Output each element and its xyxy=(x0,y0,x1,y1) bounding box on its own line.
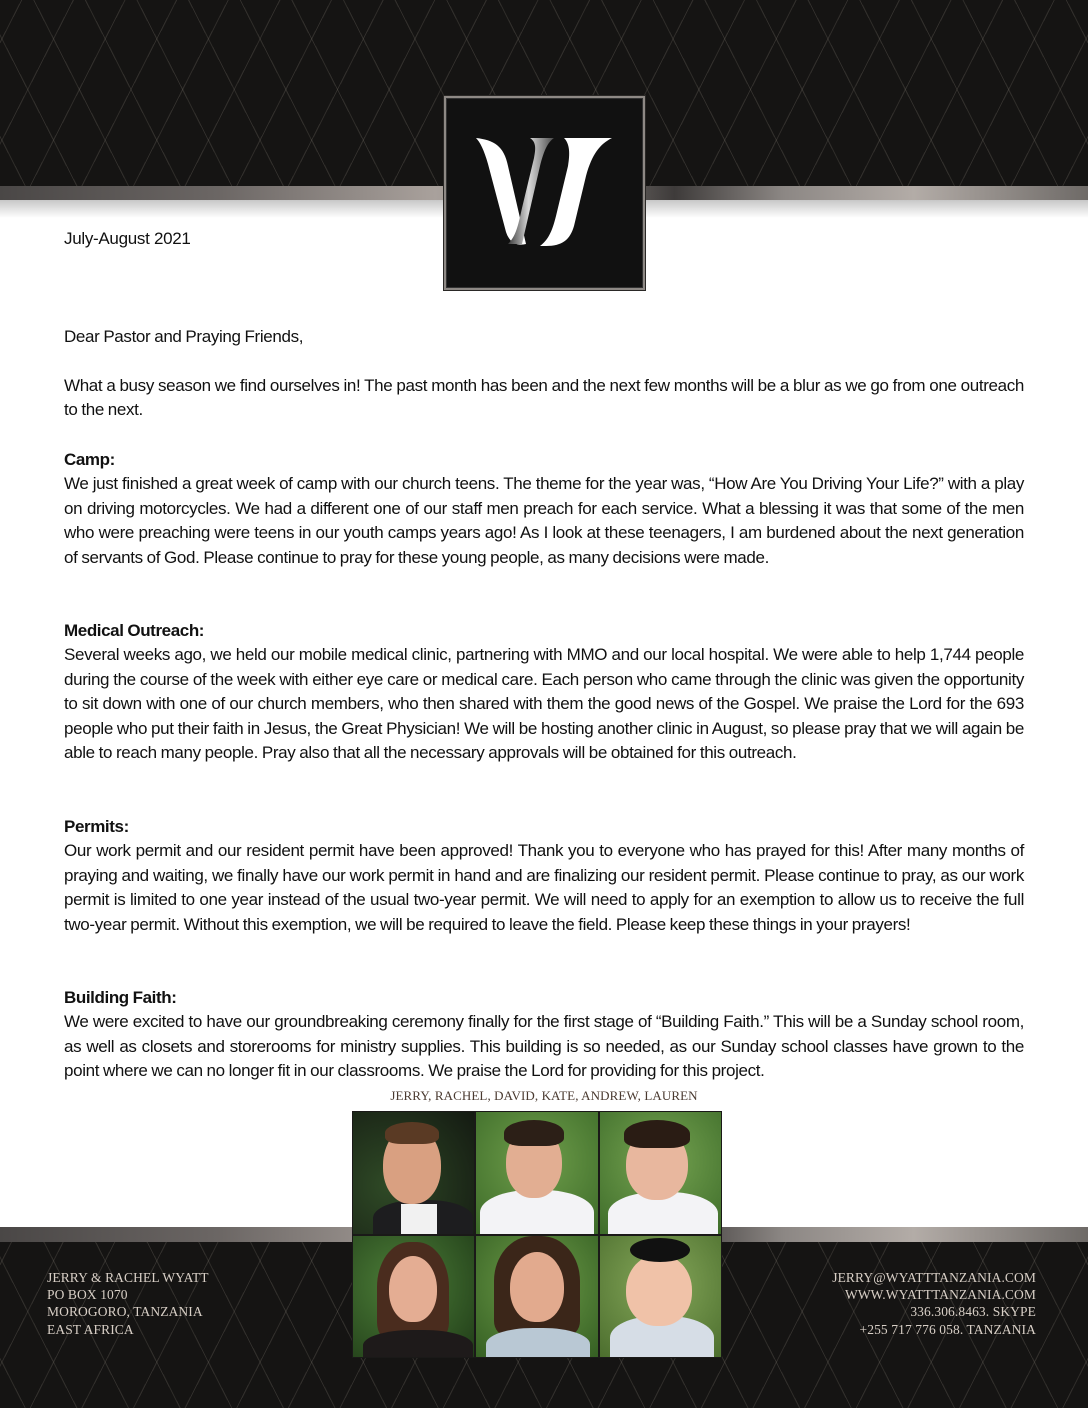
salutation-text: Dear Pastor and Praying Friends, xyxy=(64,327,304,346)
photo-jerry xyxy=(353,1112,474,1234)
footer-region: EAST AFRICA xyxy=(47,1321,134,1337)
footer-name: JERRY & RACHEL WYATT xyxy=(47,1270,209,1285)
section-body: We were excited to have our groundbreaking ceremony finally for the first stage of “Building Faith.” This will be a Sunday school room, as well as closets and storerooms for ministry supplies. This building is so needed, as our Sunday school classes have grown to the point where we can no longer fit in our classrooms. We praise the Lord for providing for this project. xyxy=(64,1012,1024,1081)
footer-address xyxy=(47,1269,209,1338)
section-building-faith xyxy=(64,986,1024,1084)
section-body: Several weeks ago, we held our mobile medical clinic, partnering with MMO and our local hospital. We were able to help 1,744 people during the course of the week with either eye care or medical care. Each person who came through the clinic was given the opportunity to sit down with one of our church members, who then shared with them the good news of the Gospel. We praise the Lord for the 693 people who put their faith in Jesus, the Great Physician! We will be hosting another clinic in August, so please pray that we will again be able to reach many people. Pray also that all the necessary approvals will be obtained for this outreach. xyxy=(64,645,1024,763)
footer-email[interactable]: JERRY@WYATTTANZANIA.COM xyxy=(832,1270,1036,1285)
section-body: We just finished a great week of camp with our church teens. The theme for the year was, “How Are You Driving Your Life?” with a play on driving motorcycles. We had a different one of our staff men preach for each service. What a blessing it was that some of the men who were preaching were teens in our youth camps years ago! As I look at these teenagers, I am burdened about the next generation of servants of God. Please continue to pray for these young people, as many decisions were made. xyxy=(64,474,1024,567)
intro-text: What a busy season we find ourselves in! The past month has been and the next few months will be a blur as we go from one outreach to the next. xyxy=(64,376,1024,420)
section-heading: Permits: xyxy=(64,817,129,836)
photo-rachel xyxy=(353,1236,474,1358)
photo-lauren xyxy=(600,1236,721,1358)
footer-phone: +255 717 776 058. TANZANIA xyxy=(859,1321,1036,1337)
family-photo-grid xyxy=(352,1111,722,1358)
photo-kate xyxy=(476,1236,597,1358)
section-permits xyxy=(64,815,1024,937)
letter-date: July-August 2021 xyxy=(64,229,191,248)
footer-po-box: PO BOX 1070 xyxy=(47,1287,128,1303)
section-heading: Medical Outreach: xyxy=(64,621,205,640)
footer-website[interactable]: WWW.WYATTTANZANIA.COM xyxy=(845,1287,1036,1303)
section-heading: Building Faith: xyxy=(64,988,177,1007)
family-caption: JERRY, RACHEL, DAVID, KATE, ANDREW, LAUREN xyxy=(390,1088,698,1103)
footer-skype: 336.306.8463. SKYPE xyxy=(910,1304,1036,1320)
intro-paragraph xyxy=(64,374,1024,423)
section-camp xyxy=(64,448,1024,570)
logo xyxy=(444,96,645,290)
footer-city: MOROGORO, TANZANIA xyxy=(47,1304,203,1320)
wyatt-w-monogram-logo-icon xyxy=(474,136,615,248)
section-body: Our work permit and our resident permit have been approved! Thank you to everyone who has prayed for this! After many months of praying and waiting, we finally have our work permit in hand and are finalizing our resident permit. Please continue to pray, as our work permit is limited to one year instead of the usual two-year permit. We will need to apply for an exemption to allow us to receive the full two-year permit. Without this exemption, we will be required to leave the field. Please keep these things in your prayers! xyxy=(64,841,1024,934)
photo-david xyxy=(476,1112,597,1234)
section-medical-outreach xyxy=(64,619,1024,765)
photo-andrew xyxy=(600,1112,721,1234)
salutation xyxy=(64,325,1024,349)
footer-contact xyxy=(832,1269,1036,1338)
section-heading: Camp: xyxy=(64,450,115,469)
